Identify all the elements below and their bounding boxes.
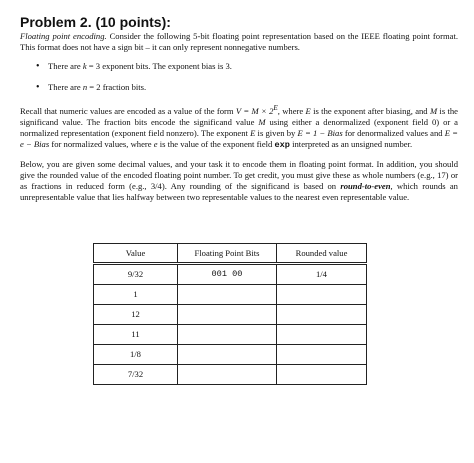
text: interpreted as an unsigned number. (289, 138, 413, 149)
bullet-text: = 2 fraction bits. (87, 82, 147, 92)
table-row (94, 305, 367, 325)
cell-bits[interactable] (178, 365, 277, 385)
bullet-text: There are (48, 61, 83, 71)
header-value: Value (94, 244, 178, 264)
text: using either a denormalized (exponent field 0) or a normalized representation (exponent field nonzero). The exponent (20, 116, 458, 138)
text: is the value of the exponent field (157, 138, 275, 149)
text: Recall that numeric values are encoded as a value of the form (20, 105, 236, 116)
cell-value: 12 (94, 305, 178, 325)
list-item-fraction-bits (36, 82, 458, 93)
table-header-row (94, 244, 367, 264)
parameter-list (20, 61, 458, 93)
var-e: E (305, 105, 311, 116)
table-row (94, 285, 367, 305)
cell-rounded[interactable] (277, 285, 367, 305)
intro-text: Consider the following 5-bit floating point representation based on the IEEE floating point format. This format does not have a sign bit – it can only represent nonnegative numbers. (20, 31, 458, 52)
cell-rounded[interactable] (277, 305, 367, 325)
encoding-table (93, 243, 367, 385)
cell-value: 11 (94, 325, 178, 345)
text: is the significand value. The fraction bits encode the significand value (20, 105, 458, 127)
cell-bits[interactable] (178, 285, 277, 305)
var-m: M (258, 116, 266, 127)
intro-lead: Floating point encoding. (20, 31, 107, 41)
task-instructions (20, 159, 458, 203)
var-n: n (82, 82, 88, 92)
cell-rounded[interactable] (277, 345, 367, 365)
exp-field: exp (274, 139, 290, 150)
text: is given by (255, 127, 298, 138)
cell-rounded[interactable]: 1/4 (277, 264, 367, 285)
var-k: k (82, 61, 87, 71)
table-row (94, 325, 367, 345)
table-row (94, 365, 367, 385)
text: , where (277, 105, 306, 116)
formula-v: V = M × 2 (235, 105, 274, 116)
formula-denorm: E = 1 − Bias (297, 127, 343, 138)
text: , which rounds an unrepresentable value that lies halfway between two representable values to the nearest even representable value. (20, 180, 458, 202)
var-m: M (429, 105, 438, 116)
bullet-text: = 3 exponent bits. The exponent bias is 3. (86, 61, 232, 71)
intro-paragraph (20, 31, 458, 53)
table-row (94, 264, 367, 285)
cell-rounded[interactable] (277, 365, 367, 385)
cell-value: 1/8 (94, 345, 178, 365)
list-item-exponent-bits (36, 61, 458, 72)
text: is the exponent after biasing, and (310, 105, 430, 116)
bullet-text: There are (48, 82, 83, 92)
var-e-lower: e (153, 138, 158, 149)
formula-exp: E (273, 104, 278, 112)
header-fp-bits: Floating Point Bits (178, 244, 277, 264)
problem-title: Problem 2. (10 points): (20, 14, 171, 30)
cell-value: 7/32 (94, 365, 178, 385)
encoding-explanation (20, 103, 458, 151)
header-rounded: Rounded value (277, 244, 367, 264)
cell-bits[interactable] (178, 325, 277, 345)
text: for normalized values, where (49, 138, 154, 149)
cell-bits[interactable] (178, 345, 277, 365)
cell-value: 9/32 (94, 264, 178, 285)
text: Below, you are given some decimal values, and your task it to encode them in floating point format. In addition, you should give the rounded value of the encoded floating point number. To get credit, you must give these as whole numbers (e.g., 17) or as fractions in reduced form (e.g., 3/4). Any rounding of the significand is based on (20, 158, 458, 191)
table-row (94, 345, 367, 365)
cell-bits[interactable]: 001 00 (178, 264, 277, 285)
text: for denormalized values and (342, 127, 445, 138)
round-to-even-term: round-to-even (340, 180, 391, 191)
cell-rounded[interactable] (277, 325, 367, 345)
cell-bits[interactable] (178, 305, 277, 325)
var-e: E (250, 127, 256, 138)
formula-norm: E = e − Bias (20, 127, 458, 149)
cell-value: 1 (94, 285, 178, 305)
